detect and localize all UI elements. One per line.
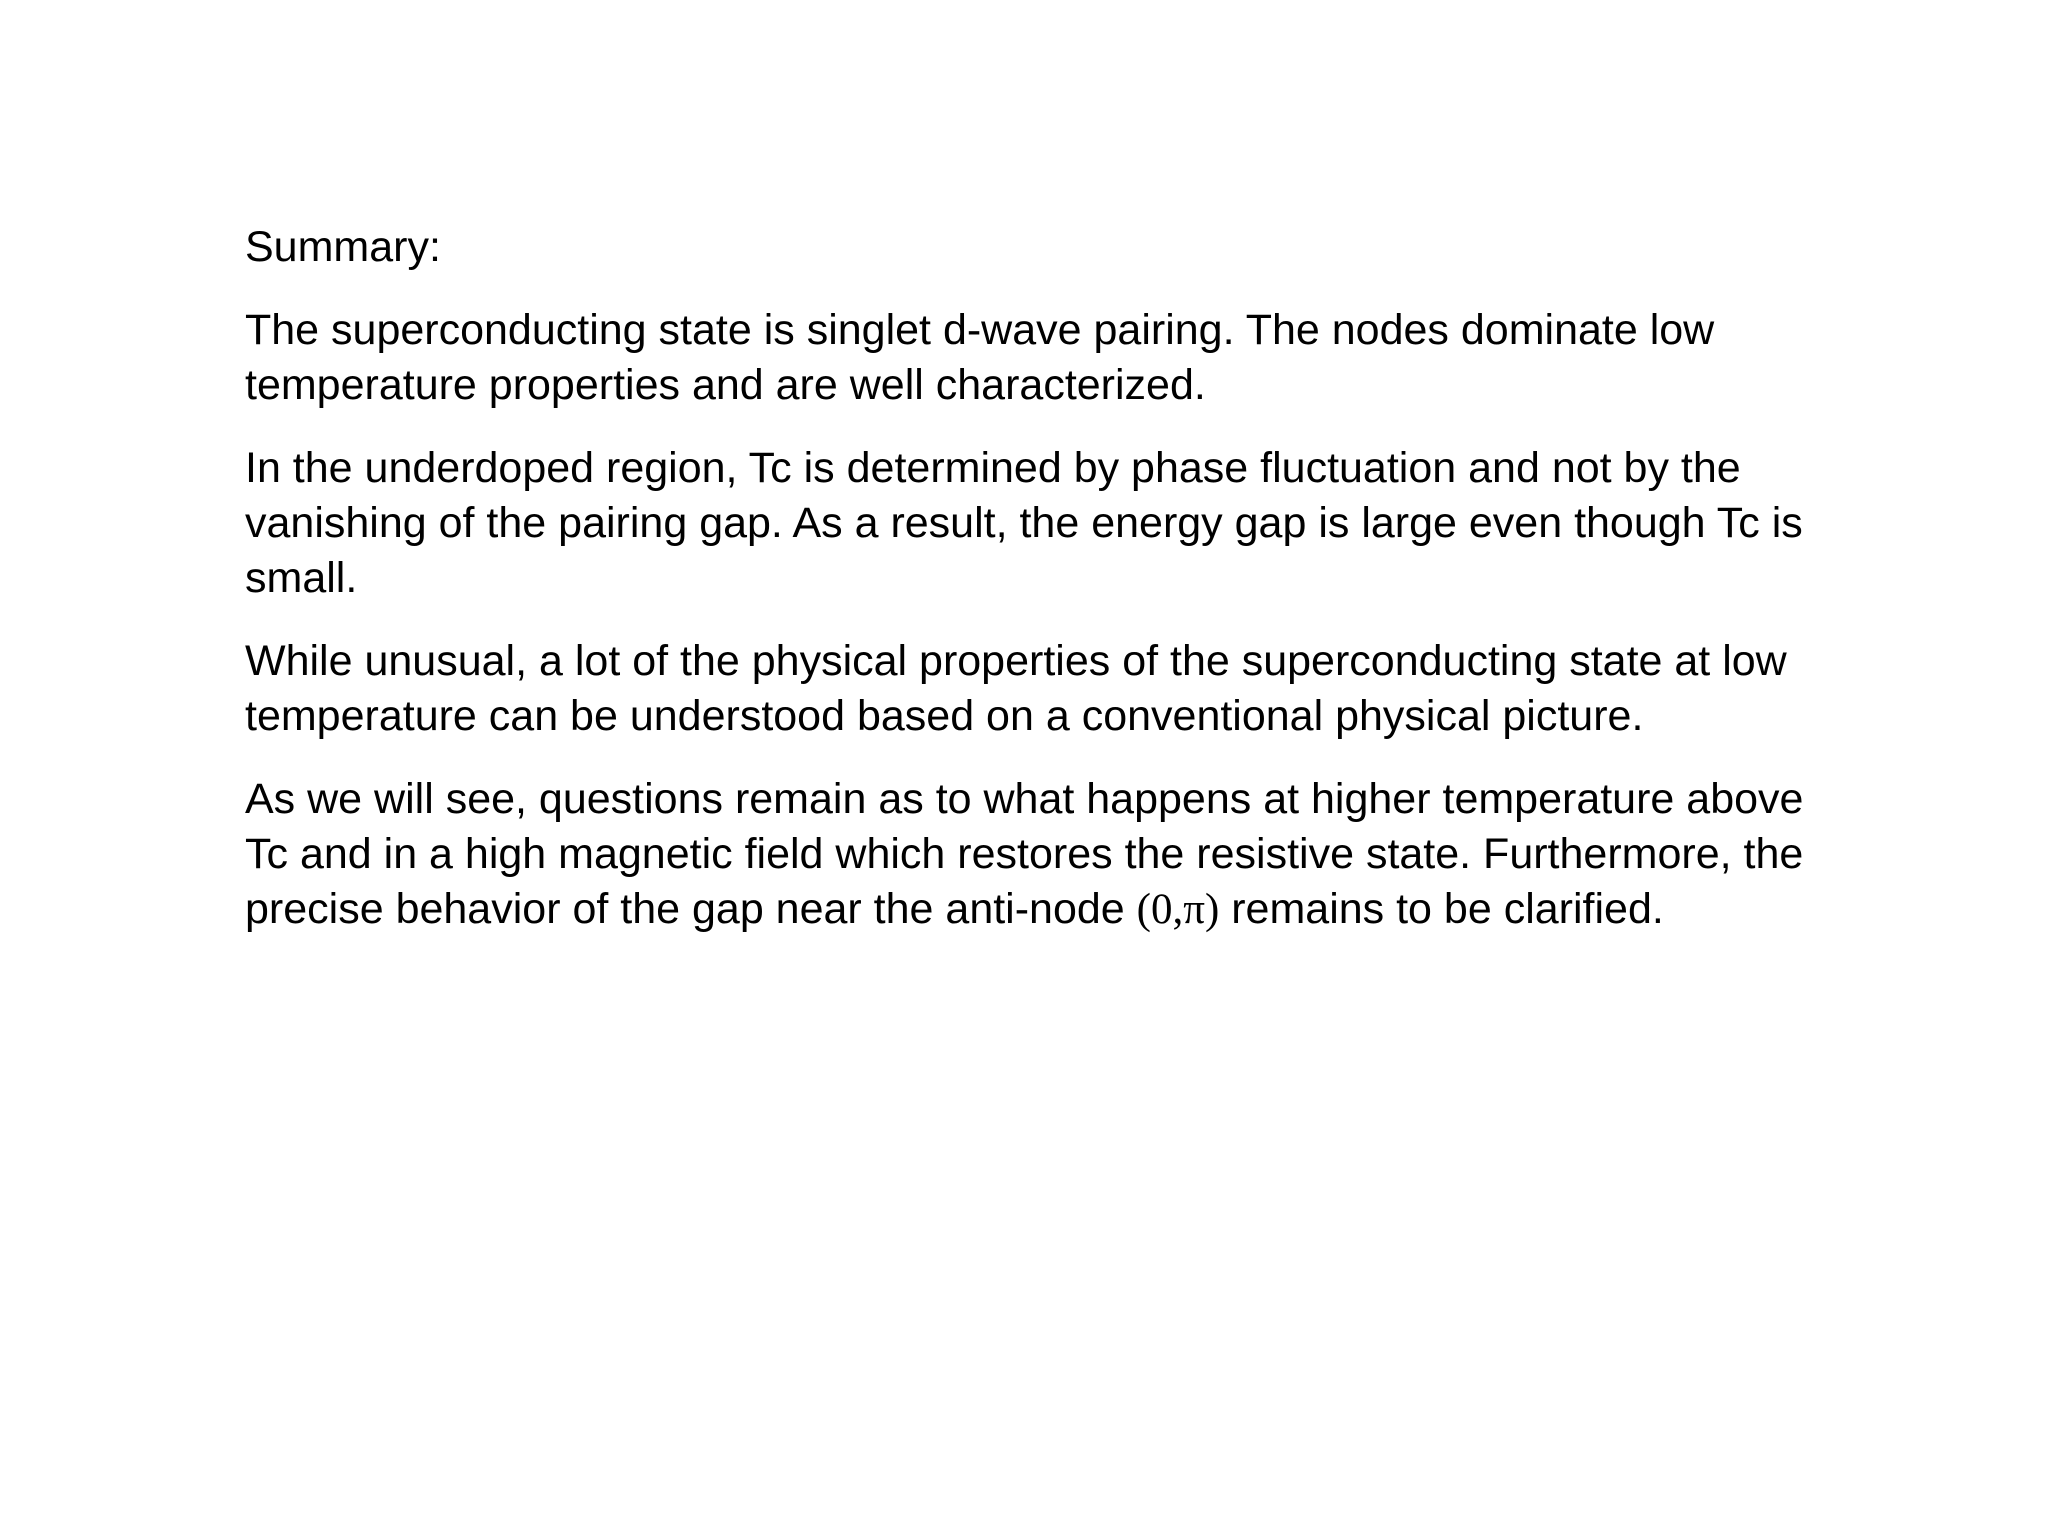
slide-content xyxy=(245,220,1805,965)
open-questions-text: As we will see, questions remain as to what happens at higher temperature above Tc and in a high magnetic field which restores the resistive state. Furthermore, the precise behavior of the gap near the anti-node xyxy=(245,775,1804,933)
paragraph-dwave-pairing: The superconducting state is singlet d-wave pairing. The nodes dominate low temperature properties and are well characterized. xyxy=(245,306,1715,409)
anti-node-coordinate: (0,π) xyxy=(1136,886,1220,933)
paragraph-conventional-picture: While unusual, a lot of the physical properties of the superconducting state at low temperature can be understood based on a conventional physical picture. xyxy=(245,637,1787,740)
open-questions-ending: remains to be clarified. xyxy=(1219,885,1664,933)
paragraph-open-questions xyxy=(245,772,1805,937)
summary-heading: Summary: xyxy=(245,223,441,271)
paragraph-underdoped-region: In the underdoped region, Tc is determined by phase fluctuation and not by the vanishing of the pairing gap. As a result, the energy gap is large even though Tc is small. xyxy=(245,444,1803,602)
